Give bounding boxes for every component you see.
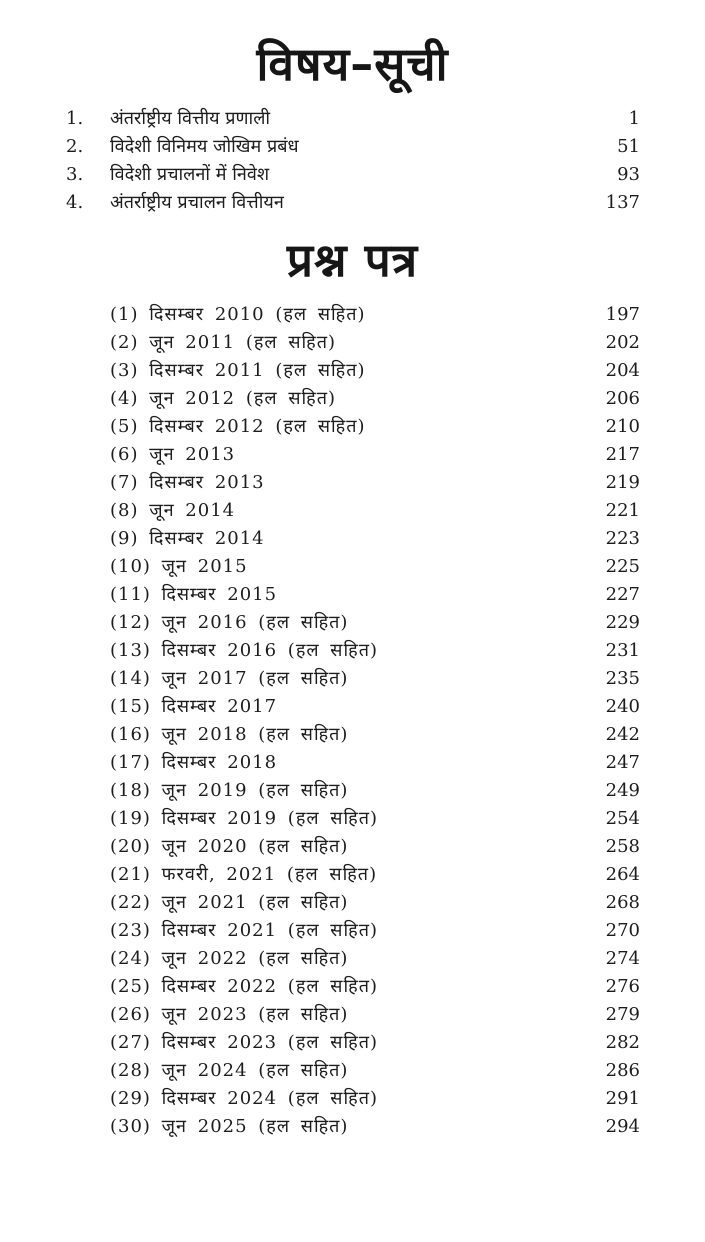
question-paper-row[interactable] <box>110 1001 640 1029</box>
question-paper-page-number: 242 <box>605 724 640 745</box>
question-paper-row[interactable] <box>110 693 640 721</box>
question-paper-row[interactable] <box>110 945 640 973</box>
question-paper-row[interactable] <box>110 525 640 553</box>
question-paper-page-number: 254 <box>605 808 640 829</box>
question-paper-label: (10) जून 2015 <box>110 556 248 577</box>
question-paper-row[interactable] <box>110 609 640 637</box>
question-paper-row[interactable] <box>110 1029 640 1057</box>
question-paper-label: (4) जून 2012 (हल सहित) <box>110 388 336 409</box>
chapter-page-number: 1 <box>628 108 640 129</box>
question-paper-row[interactable] <box>110 1113 640 1141</box>
question-paper-page-number: 286 <box>605 1060 640 1081</box>
question-paper-page-number: 219 <box>605 472 640 493</box>
question-paper-label: (30) जून 2025 (हल सहित) <box>110 1116 349 1137</box>
question-paper-row[interactable] <box>110 469 640 497</box>
question-paper-label: (18) जून 2019 (हल सहित) <box>110 780 349 801</box>
chapter-title: अंतर्राष्ट्रीय प्रचालन वित्तीयन <box>110 192 284 213</box>
question-paper-label: (20) जून 2020 (हल सहित) <box>110 836 349 857</box>
question-paper-page-number: 197 <box>605 304 640 325</box>
question-paper-row[interactable] <box>110 805 640 833</box>
question-paper-page-number: 206 <box>605 388 640 409</box>
chapter-number: 3. <box>66 164 84 185</box>
question-paper-page-number: 282 <box>605 1032 640 1053</box>
chapter-page-number: 137 <box>605 192 640 213</box>
question-paper-label: (14) जून 2017 (हल सहित) <box>110 668 349 689</box>
question-paper-page-number: 268 <box>605 892 640 913</box>
question-paper-row[interactable] <box>110 385 640 413</box>
chapter-number: 1. <box>66 108 84 129</box>
question-paper-row[interactable] <box>110 581 640 609</box>
question-paper-page-number: 249 <box>605 780 640 801</box>
question-paper-page-number: 258 <box>605 836 640 857</box>
question-paper-page-number: 204 <box>605 360 640 381</box>
question-paper-row[interactable] <box>110 329 640 357</box>
question-paper-row[interactable] <box>110 1085 640 1113</box>
question-paper-page-number: 270 <box>605 920 640 941</box>
question-paper-row[interactable] <box>110 973 640 1001</box>
question-paper-row[interactable] <box>110 357 640 385</box>
question-paper-label: (2) जून 2011 (हल सहित) <box>110 332 336 353</box>
question-paper-page-number: 240 <box>605 696 640 717</box>
question-paper-label: (23) दिसम्बर 2021 (हल सहित) <box>110 920 378 941</box>
chapter-row[interactable] <box>66 133 640 161</box>
question-paper-page-number: 231 <box>605 640 640 661</box>
question-paper-page-number: 227 <box>605 584 640 605</box>
question-paper-row[interactable] <box>110 413 640 441</box>
question-paper-row[interactable] <box>110 637 640 665</box>
chapter-number: 2. <box>66 136 84 157</box>
question-paper-page-number: 264 <box>605 864 640 885</box>
question-paper-label: (17) दिसम्बर 2018 <box>110 752 278 773</box>
question-paper-page-number: 210 <box>605 416 640 437</box>
question-paper-label: (24) जून 2022 (हल सहित) <box>110 948 349 969</box>
question-paper-label: (26) जून 2023 (हल सहित) <box>110 1004 349 1025</box>
question-paper-page-number: 274 <box>605 948 640 969</box>
question-paper-row[interactable] <box>110 553 640 581</box>
question-paper-page-number: 217 <box>605 444 640 465</box>
question-paper-page-number: 276 <box>605 976 640 997</box>
chapter-title: विदेशी प्रचालनों में निवेश <box>110 164 270 185</box>
contents-heading: विषय–सूची <box>256 37 449 91</box>
question-paper-page-number: 223 <box>605 528 640 549</box>
question-paper-page-number: 202 <box>605 332 640 353</box>
question-paper-label: (22) जून 2021 (हल सहित) <box>110 892 349 913</box>
question-paper-row[interactable] <box>110 833 640 861</box>
chapter-page-number: 93 <box>617 164 640 185</box>
question-paper-label: (11) दिसम्बर 2015 <box>110 584 278 605</box>
question-paper-row[interactable] <box>110 1057 640 1085</box>
question-paper-label: (5) दिसम्बर 2012 (हल सहित) <box>110 416 366 437</box>
chapter-title: विदेशी विनिमय जोखिम प्रबंध <box>110 136 299 157</box>
question-paper-page-number: 294 <box>605 1116 640 1137</box>
question-paper-page-number: 221 <box>605 500 640 521</box>
question-paper-page-number: 225 <box>605 556 640 577</box>
question-paper-label: (21) फरवरी, 2021 (हल सहित) <box>110 864 378 885</box>
chapter-number: 4. <box>66 192 84 213</box>
question-paper-page-number: 229 <box>605 612 640 633</box>
question-paper-label: (15) दिसम्बर 2017 <box>110 696 278 717</box>
question-paper-label: (9) दिसम्बर 2014 <box>110 528 265 549</box>
question-paper-row[interactable] <box>110 301 640 329</box>
question-paper-page-number: 235 <box>605 668 640 689</box>
chapter-title: अंतर्राष्ट्रीय वित्तीय प्रणाली <box>110 108 271 129</box>
question-paper-row[interactable] <box>110 777 640 805</box>
question-paper-row[interactable] <box>110 721 640 749</box>
question-paper-label: (1) दिसम्बर 2010 (हल सहित) <box>110 304 366 325</box>
question-paper-label: (19) दिसम्बर 2019 (हल सहित) <box>110 808 378 829</box>
question-paper-label: (3) दिसम्बर 2011 (हल सहित) <box>110 360 366 381</box>
question-paper-row[interactable] <box>110 497 640 525</box>
question-paper-row[interactable] <box>110 665 640 693</box>
question-paper-label: (13) दिसम्बर 2016 (हल सहित) <box>110 640 378 661</box>
question-papers-heading: प्रश्न पत्र <box>286 233 419 287</box>
question-paper-page-number: 279 <box>605 1004 640 1025</box>
question-paper-label: (8) जून 2014 <box>110 500 236 521</box>
chapter-row[interactable] <box>66 161 640 189</box>
question-paper-row[interactable] <box>110 889 640 917</box>
question-paper-label: (6) जून 2013 <box>110 444 236 465</box>
question-paper-page-number: 247 <box>605 752 640 773</box>
chapter-page-number: 51 <box>617 136 640 157</box>
question-paper-label: (7) दिसम्बर 2013 <box>110 472 265 493</box>
question-paper-label: (28) जून 2024 (हल सहित) <box>110 1060 349 1081</box>
question-paper-row[interactable] <box>110 441 640 469</box>
question-paper-label: (16) जून 2018 (हल सहित) <box>110 724 349 745</box>
question-paper-page-number: 291 <box>605 1088 640 1109</box>
chapter-row[interactable] <box>66 105 640 133</box>
question-paper-row[interactable] <box>110 917 640 945</box>
question-paper-label: (12) जून 2016 (हल सहित) <box>110 612 349 633</box>
question-paper-label: (25) दिसम्बर 2022 (हल सहित) <box>110 976 378 997</box>
chapter-row[interactable] <box>66 189 640 217</box>
question-paper-label: (29) दिसम्बर 2024 (हल सहित) <box>110 1088 378 1109</box>
question-paper-row[interactable] <box>110 861 640 889</box>
question-paper-label: (27) दिसम्बर 2023 (हल सहित) <box>110 1032 378 1053</box>
question-paper-row[interactable] <box>110 749 640 777</box>
